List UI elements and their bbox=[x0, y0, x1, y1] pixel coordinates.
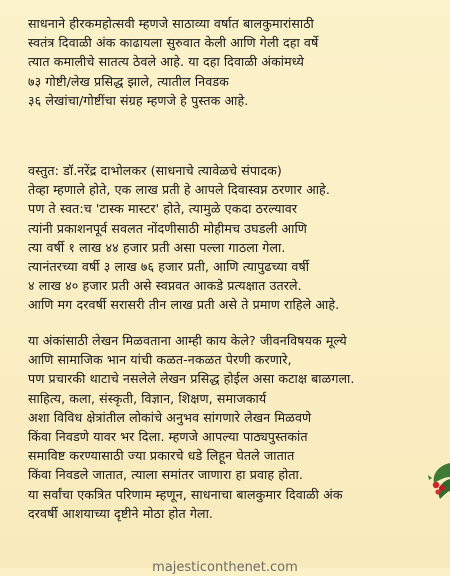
text-line: वस्तुत: डॉ.नरेंद्र दाभोलकर (साधनाचे त्यावेळचे संपादक) bbox=[28, 163, 282, 178]
text-line: पण प्रचारकी थाटाचे नसलेले लेखन प्रसिद्ध होईल असा कटाक्ष बाळगला. bbox=[28, 371, 355, 387]
text-line: अशा विविध क्षेत्रांतील लोकांचे अनुभव सांगणारे लेखन मिळवणे bbox=[28, 409, 312, 425]
holly-leaf-icon bbox=[418, 455, 450, 513]
text-line: साहित्य, कला, संस्कृती, विज्ञान, शिक्षण, समाजकार्य bbox=[28, 390, 267, 406]
text-line: पण ते स्वत:च 'टास्क मास्टर' होते, त्यामुळे एकदा ठरल्यावर bbox=[28, 201, 298, 217]
paragraph-approach bbox=[28, 331, 440, 523]
paragraph-circulation bbox=[28, 161, 440, 315]
text-line: दरवर्षी आशयाच्या दृष्टीने मोठा होत गेला. bbox=[28, 505, 214, 521]
text-line: या अंकांसाठी लेखन मिळवताना आम्ही काय केले? जीवनविषयक मूल्ये bbox=[28, 333, 347, 348]
text-line: त्यानंतरच्या वर्षी ३ लाख ७६ हजार प्रती, आणि त्यापुढच्या वर्षी bbox=[28, 259, 310, 275]
text-line: त्यात कमालीचे सातत्य ठेवले आहे. या दहा दिवाळी अंकांमध्ये bbox=[28, 54, 304, 70]
text-line: आणि सामाजिक भान यांची कळत-नकळत पेरणी करणारे, bbox=[28, 352, 292, 368]
text-line: आणि मग दरवर्षी सरासरी तीन लाख प्रती असे ते प्रमाण राहिले आहे. bbox=[28, 297, 340, 313]
text-line: स्वतंत्र दिवाळी अंक काढायला सुरुवात केली आणि गेली दहा वर्षे bbox=[28, 35, 319, 51]
text-line: साधनाने हीरकमहोत्सवी म्हणजे साठाव्या वर्षात बालकुमारांसाठी bbox=[28, 16, 314, 31]
text-line: ७३ गोष्टी/लेख प्रसिद्ध झाले, त्यातील निवडक bbox=[28, 73, 229, 89]
text-line: किंवा निवडणे यावर भर दिला. म्हणजे आपल्या पाठ्यपुस्तकांत bbox=[28, 429, 308, 445]
text-line: त्यांनी प्रकाशनपूर्व सवलत नोंदणीसाठी मोहीमच उघडली आणि bbox=[28, 220, 307, 236]
paragraph-intro bbox=[28, 14, 440, 110]
text-line: समाविष्ट करण्यासाठी ज्या प्रकारचे धडे लिहून घेतले जातात bbox=[28, 448, 295, 464]
text-line: तेव्हा म्हणाले होते, एक लाख प्रती हे आपले दिवास्वप्न ठरणार आहे. bbox=[28, 182, 330, 198]
text-line: ३६ लेखांचा/गोष्टींचा संग्रह म्हणजे हे पुस्तक आहे. bbox=[28, 92, 249, 108]
text-line: या सर्वांचा एकत्रित परिणाम म्हणून, साधनाचा बालकुमार दिवाळी अंक bbox=[28, 486, 343, 502]
source-watermark: majesticonthenet.com bbox=[152, 560, 298, 575]
text-line: ४ लाख ४० हजार प्रती असे स्वप्नवत आकडे प्रत्यक्षात उतरले. bbox=[28, 278, 302, 294]
text-line: त्या वर्षी १ लाख ४४ हजार प्रती असा पल्ला गाठला गेला. bbox=[28, 239, 286, 255]
text-line: किंवा निवडले जातात, त्याला समांतर जाणारा हा प्रवाह होता. bbox=[28, 467, 303, 483]
